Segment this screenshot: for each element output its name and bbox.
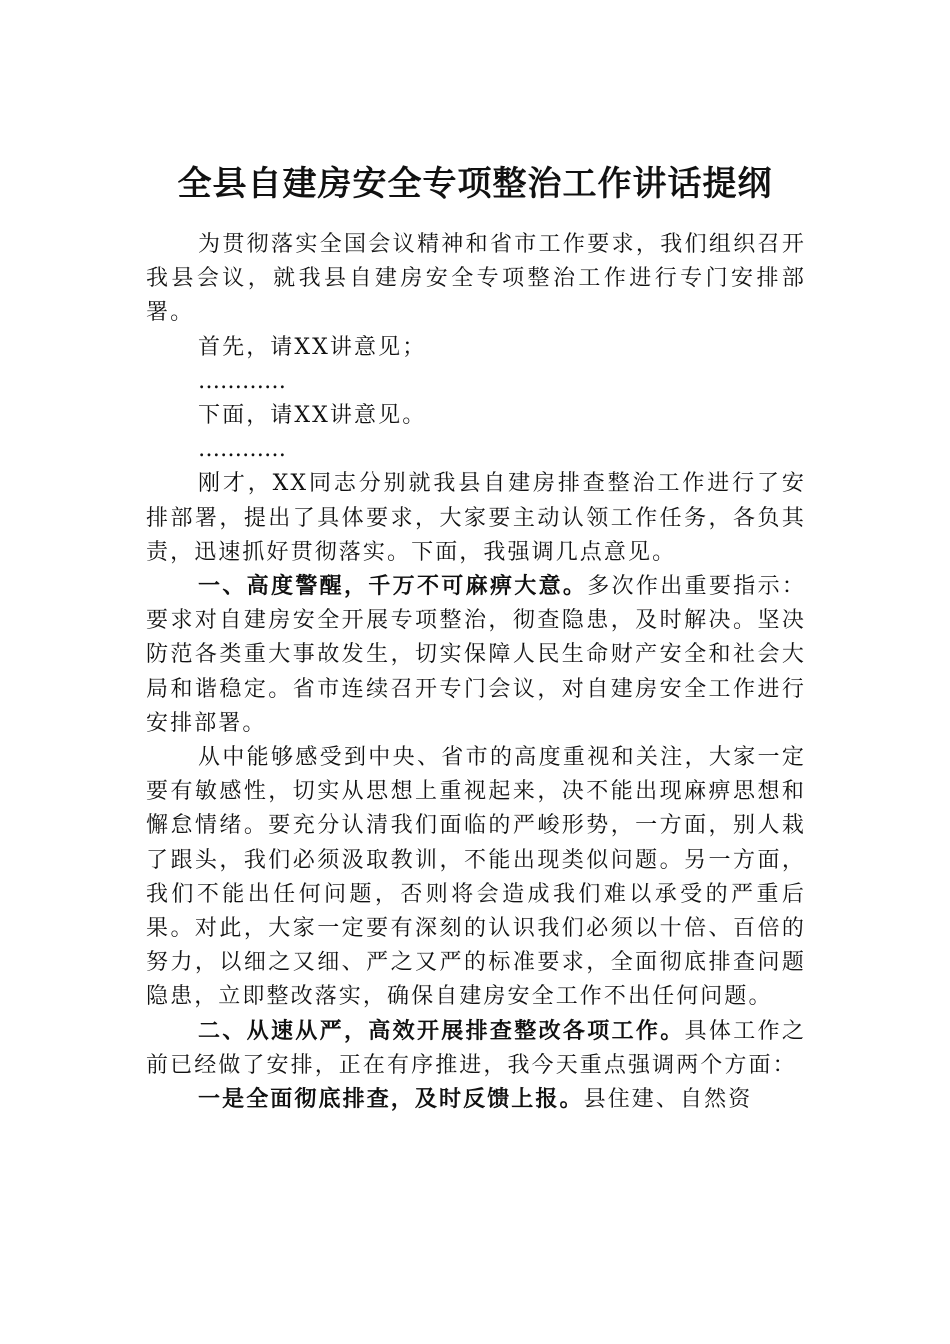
section-heading: 二、从速从严，高效开展排查整改各项工作。 [198, 1018, 685, 1044]
paragraph-text: 首先，请XX讲意见； [198, 334, 427, 360]
paragraph-section-one [146, 570, 806, 741]
paragraph-ellipsis [146, 365, 806, 399]
paragraph-text: 为贯彻落实全国会议精神和省市工作要求，我们组织召开我县会议，就我县自建房安全专项整治工作进行专门安排部署。 [146, 232, 806, 326]
section-heading: 一、高度警醒，千万不可麻痹大意。 [198, 574, 588, 600]
paragraph-section-two [146, 1015, 806, 1083]
document-title: 全县自建房安全专项整治工作讲话提纲 [177, 164, 773, 204]
paragraph-text: 刚才，XX同志分别就我县自建房排查整治工作进行了安排部署，提出了具体要求，大家要主动认领工作任务，各负其责，迅速抓好贯彻落实。下面，我强调几点意见。 [146, 471, 806, 565]
ellipsis-text: ………… [198, 368, 286, 394]
paragraph-first-speaker [146, 331, 806, 365]
paragraph-ellipsis [146, 433, 806, 467]
ellipsis-text: ………… [198, 437, 286, 463]
paragraph-section-one-detail [146, 741, 806, 1015]
paragraph-intro [146, 228, 806, 331]
paragraph-text: 具体工作之前已经做了安排，正在有序推进，我今天重点强调两个方面： [146, 1018, 806, 1078]
point-heading: 一是全面彻底排查，及时反馈上报。 [198, 1087, 584, 1113]
paragraph-text: 下面，请XX讲意见。 [198, 403, 427, 429]
document-body [146, 228, 806, 1117]
paragraph-text: 县住建、自然资 [583, 1087, 753, 1113]
paragraph-summary [146, 467, 806, 570]
paragraph-text: 多次作出重要指示：要求对自建房安全开展专项整治，彻查隐患，及时解决。坚决防范各类重大事故发生，切实保障人民生命财产安全和社会大局和谐稳定。省市连续召开专门会议，对自建房安全工作进行安排部署。 [146, 574, 806, 736]
paragraph-text: 从中能够感受到中央、省市的高度重视和关注，大家一定要有敏感性，切实从思想上重视起来，决不能出现麻痹思想和懈怠情绪。要充分认清我们面临的严峻形势，一方面，别人栽了跟头，我们必须汲取教训，不能出现类似问题。另一方面，我们不能出任何问题，否则将会造成我们难以承受的严重后果。对此，大家一定要有深刻的认识我们必须以十倍、百倍的努力，以细之又细、严之又严的标准要求，全面彻底排查问题隐患，立即整改落实，确保自建房安全工作不出任何问题。 [146, 745, 806, 1010]
paragraph-next-speaker [146, 399, 806, 433]
paragraph-point-one [146, 1083, 806, 1117]
